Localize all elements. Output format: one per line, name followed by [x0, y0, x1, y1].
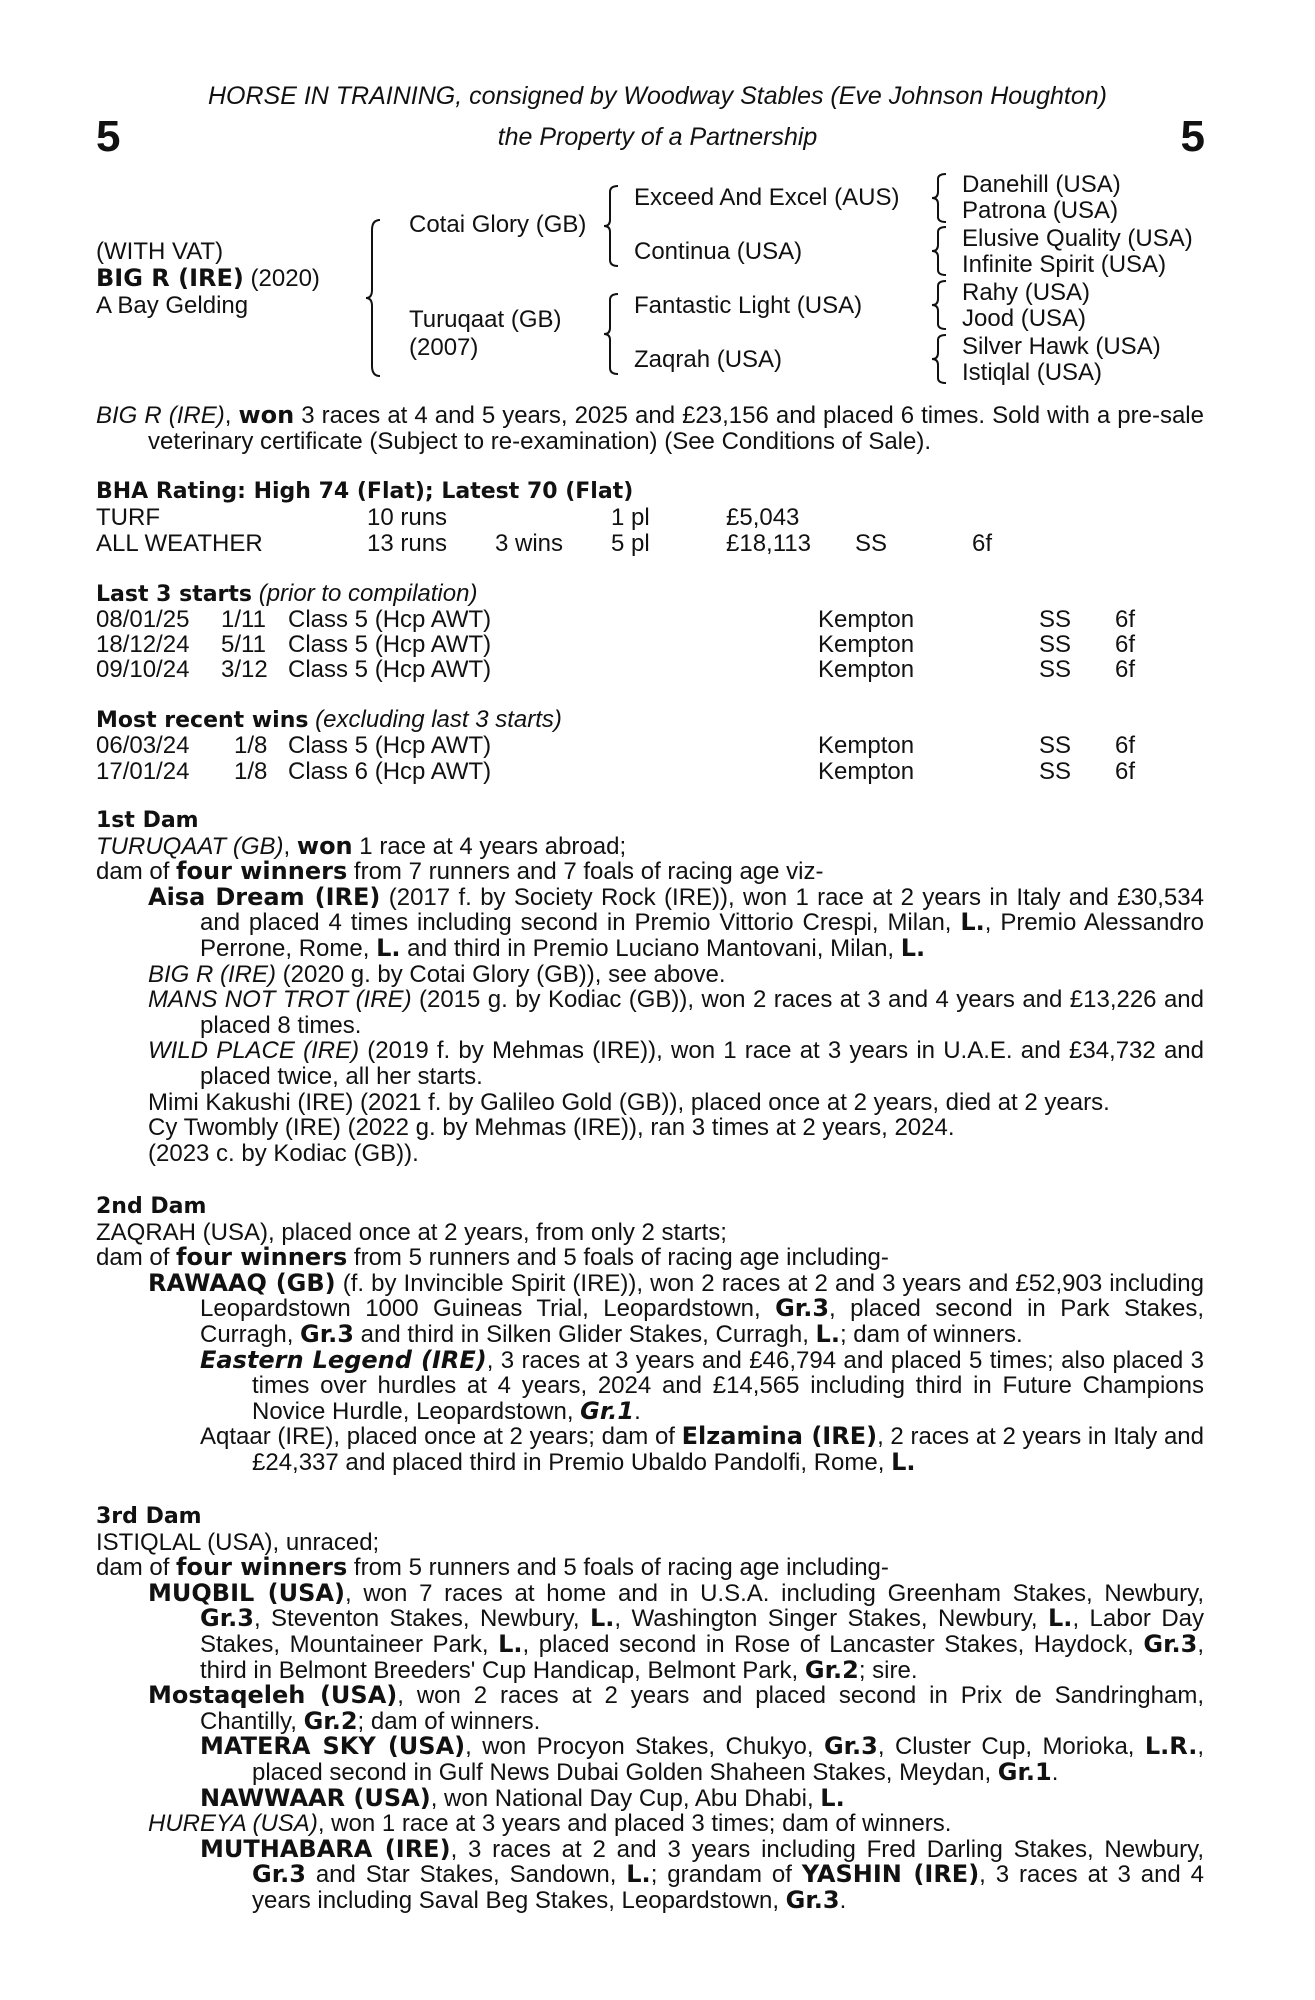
text: (2020 g. by Cotai Glory (GB)), see above.: [276, 960, 726, 988]
start-date: 08/01/25: [96, 606, 190, 633]
listed-label: L.: [900, 933, 926, 962]
produce-name: BIG R (IRE): [148, 960, 277, 988]
listed-label: L.: [626, 1860, 651, 1889]
text: .: [1051, 1758, 1059, 1786]
listed-label: L.: [376, 933, 401, 962]
horse-name-line: [96, 264, 320, 293]
text: from 5 runners and 5 foals of racing age including-: [347, 1554, 889, 1582]
recent-wins-heading: [96, 706, 562, 734]
bha-runs: 13 runs: [367, 530, 448, 557]
text: , won Procyon Stakes, Chukyo,: [465, 1733, 824, 1761]
horse-name: BIG R (IRE): [96, 264, 244, 292]
bha-runs: 10 runs: [367, 504, 448, 531]
text: , placed second in Park Stakes, Curragh,: [200, 1295, 1205, 1348]
first-dam-name: TURUQAAT (GB): [96, 832, 284, 860]
third-dam-heading: 3rd Dam: [96, 1504, 202, 1529]
start-position: 5/11: [221, 631, 266, 658]
winners-count: four winners: [176, 1243, 348, 1272]
win-distance: 6f: [1115, 758, 1136, 785]
produce-mostaqeleh: [96, 1683, 1204, 1734]
listed-label: L.: [960, 908, 985, 937]
third-dam-line: ISTIQLAL (USA), unraced;: [96, 1528, 380, 1556]
first-dam-section: [96, 808, 1204, 1166]
listed-label: L.: [815, 1319, 840, 1348]
produce-rawaaq: [96, 1268, 1205, 1348]
win-distance: 6f: [1115, 732, 1136, 759]
group-label: Gr.1: [580, 1396, 635, 1425]
start-class: Class 5 (Hcp AWT): [288, 606, 492, 633]
produce-name: YASHIN (IRE): [801, 1860, 980, 1889]
produce-big-r: [96, 962, 1204, 988]
group-label: Gr.2: [303, 1706, 358, 1735]
win-row: [96, 758, 1196, 784]
bha-places: 5 pl: [611, 530, 650, 557]
win-course: Kempton: [818, 732, 915, 759]
text: (2019 f. by Mehmas (IRE)), won 1 race at 3 years in U.A.E. and £34,732 and placed twice, all her starts.: [200, 1037, 1204, 1090]
start-date: 18/12/24: [96, 631, 190, 658]
produce-name: MUQBIL (USA): [148, 1578, 345, 1607]
text: , Washington Singer Stakes, Newbury,: [614, 1605, 1049, 1633]
text: .: [634, 1397, 641, 1425]
bha-earnings: £18,113: [726, 530, 811, 557]
pedigree-g3-7: Silver Hawk (USA): [962, 333, 1161, 360]
produce-matera-sky: [96, 1734, 1204, 1785]
produce-name: Elzamina (IRE): [681, 1422, 878, 1451]
pedigree-g3-2: Patrona (USA): [962, 197, 1119, 224]
win-course: Kempton: [818, 758, 915, 785]
text: , won National Day Cup, Abu Dhabi,: [430, 1784, 821, 1812]
sep: ,: [283, 832, 297, 860]
bha-distance: 6f: [972, 530, 993, 557]
text: and third in Silken Glider Stakes, Curragh,: [353, 1320, 816, 1348]
header-consignor: HORSE IN TRAINING, consigned by Woodway Stables (Eve Johnson Houghton): [207, 82, 1107, 110]
group-label: Gr.3: [200, 1604, 254, 1633]
start-row: [96, 656, 1196, 682]
produce-name: NAWWAAR (USA): [200, 1783, 431, 1812]
produce-name: Eastern Legend (IRE): [200, 1345, 487, 1374]
start-row: [96, 631, 1196, 657]
pedigree-brace-g3-4: [930, 333, 952, 385]
pedigree-g3-3: Elusive Quality (USA): [962, 225, 1193, 252]
group-label: Gr.1: [997, 1757, 1052, 1786]
second-dam-section: [96, 1194, 1204, 1476]
start-going: SS: [1039, 606, 1072, 633]
pedigree-brace-g3-2: [930, 225, 952, 277]
produce-aqtaar: [96, 1424, 1204, 1475]
start-distance: 6f: [1115, 631, 1136, 658]
text: and third in Premio Luciano Mantovani, Milan,: [400, 934, 901, 962]
lot-number-left: 5: [96, 112, 121, 161]
text: ; grandam of: [650, 1861, 802, 1889]
win-class: Class 6 (Hcp AWT): [288, 758, 492, 785]
produce-name: MATERA SKY (USA): [200, 1732, 466, 1761]
text: (2017 f. by Society Rock (IRE)), won 1 race at 2 years in Italy and £30,534 and placed 4 times including second in Premio Vittorio Crespi, Milan,: [200, 883, 1204, 937]
produce-wild-place: [96, 1038, 1204, 1089]
text: , 2 races at 2 years in Italy and £24,337 and placed third in Premio Ubaldo Pandolfi, Rome,: [252, 1423, 1204, 1476]
win-position: 1/8: [234, 758, 268, 785]
bha-wins: 3 wins: [495, 530, 564, 557]
summary-won: won: [238, 401, 295, 429]
text: , won 1 race at 3 years and placed 3 times; dam of winners.: [317, 1810, 952, 1838]
text: , placed second in Gulf News Dubai Golden Shaheen Stakes, Meydan,: [252, 1733, 1204, 1786]
win-position: 1/8: [234, 732, 268, 759]
produce-name: RAWAAQ (GB): [148, 1268, 336, 1297]
start-course: Kempton: [818, 606, 915, 633]
start-class: Class 5 (Hcp AWT): [288, 656, 492, 683]
second-dam-produce-line: [96, 1245, 1204, 1271]
pedigree-g3-1: Danehill (USA): [962, 171, 1121, 198]
win-going: SS: [1039, 732, 1072, 759]
produce-eastern-legend: [96, 1345, 1205, 1425]
start-date: 09/10/24: [96, 656, 190, 683]
text: , Premio Alessandro Perrone, Rome,: [200, 909, 1204, 962]
lot-number-right: 5: [1180, 112, 1205, 161]
pedigree-brace-sire: [602, 184, 624, 268]
win-going: SS: [1039, 758, 1072, 785]
pedigree-brace-g3-3: [930, 279, 952, 331]
pedigree-brace-dam: [602, 292, 624, 376]
bha-surface: ALL WEATHER: [96, 530, 263, 557]
text: Aqtaar (IRE), placed once at 2 years; dam of: [200, 1423, 682, 1451]
group-label: Gr.3: [785, 1885, 840, 1914]
pedigree-sire: Cotai Glory (GB): [409, 211, 587, 238]
recent-wins-note: (excluding last 3 starts): [308, 706, 562, 733]
pedigree-sire-sire: Exceed And Excel (AUS): [634, 184, 900, 211]
first-dam-line: [96, 831, 1204, 860]
produce-cy-twombly: Cy Twombly (IRE) (2022 g. by Mehmas (IRE)), ran 3 times at 2 years, 2024.: [148, 1114, 955, 1142]
produce-mimi-kakushi: Mimi Kakushi (IRE) (2021 f. by Galileo Gold (GB)), placed once at 2 years, died at 2 years.: [148, 1088, 1110, 1116]
text: , 3 races at 2 and 3 years including Fred Darling Stakes, Newbury,: [450, 1835, 1205, 1863]
produce-muqbil: [96, 1578, 1205, 1684]
produce-hureya: [96, 1811, 1204, 1837]
third-dam-produce-line: [96, 1555, 1204, 1581]
text: dam of: [96, 858, 177, 886]
last-starts-heading: [96, 580, 477, 608]
text: dam of: [96, 1244, 177, 1272]
produce-mans-not-trot: [96, 987, 1204, 1038]
text: (f. by Invincible Spirit (IRE)), won 2 races at 2 and 3 years and £52,903 including Leopardstown 1000 Guineas Trial, Leopardstown,: [200, 1269, 1204, 1323]
start-course: Kempton: [818, 631, 915, 658]
pedigree-brace-g3-1: [930, 172, 952, 224]
produce-name: MANS NOT TROT (IRE): [148, 986, 412, 1014]
text: , placed second in Rose of Lancaster Stakes, Haydock,: [522, 1630, 1144, 1658]
recent-wins-title: Most recent wins: [96, 708, 309, 733]
text: , Cluster Cup, Morioka,: [877, 1733, 1145, 1761]
text: from 7 runners and 7 foals of racing age viz-: [347, 858, 824, 886]
won-label: won: [296, 831, 353, 860]
listed-label: L.R.: [1144, 1732, 1198, 1761]
pedigree-g3-5: Rahy (USA): [962, 279, 1091, 306]
start-position: 1/11: [221, 606, 266, 633]
start-going: SS: [1039, 631, 1072, 658]
start-distance: 6f: [1115, 656, 1136, 683]
group-label: Gr.3: [1143, 1629, 1198, 1658]
summary-horse-name: BIG R (IRE): [96, 402, 225, 429]
group-label: Gr.3: [300, 1319, 354, 1348]
last-starts-title: Last 3 starts: [96, 582, 253, 607]
text: , Labor Day Stakes, Mountaineer Park,: [200, 1605, 1205, 1658]
vat-label: (WITH VAT): [96, 238, 224, 265]
start-position: 3/12: [221, 656, 268, 683]
first-dam-heading: 1st Dam: [96, 808, 199, 833]
header-property: the Property of a Partnership: [497, 123, 818, 151]
bha-row-turf: [96, 504, 1196, 530]
win-date: 06/03/24: [96, 732, 190, 759]
bha-earnings: £5,043: [726, 504, 800, 531]
winners-count: four winners: [176, 857, 348, 886]
produce-name: MUTHABARA (IRE): [200, 1834, 451, 1863]
text: (2015 g. by Kodiac (GB)), won 2 races at 3 and 4 years and £13,226 and placed 8 times.: [200, 986, 1204, 1039]
text: dam of: [96, 1554, 177, 1582]
bha-row-all-weather: [96, 530, 1196, 556]
pedigree-g3-4: Infinite Spirit (USA): [962, 251, 1167, 278]
race-summary: BIG R (IRE), won 3 races at 4 and 5 years, 2025 and £23,156 and placed 6 times. Sold with a pre-sale veterinary certificate (Subject to re-examination) (See Conditions of Sale).: [96, 401, 1204, 455]
produce-aisa-dream: [96, 882, 1204, 962]
pedigree-g3-6: Jood (USA): [962, 305, 1087, 332]
third-dam-section: [96, 1504, 1204, 1914]
start-row: [96, 606, 1196, 632]
last-starts-note: (prior to compilation): [252, 580, 478, 607]
listed-label: L.: [498, 1629, 523, 1658]
produce-muthabara: [96, 1834, 1205, 1914]
group-label: Gr.2: [804, 1655, 859, 1684]
listed-label: L.: [589, 1604, 615, 1633]
text: ; dam of winners.: [839, 1320, 1023, 1348]
text: , 3 races at 3 and 4 years including Saval Beg Stakes, Leopardstown,: [252, 1861, 1205, 1914]
text: ; dam of winners.: [357, 1707, 541, 1735]
second-dam-line: ZAQRAH (USA), placed once at 2 years, from only 2 starts;: [96, 1218, 727, 1246]
pedigree-brace-main: [364, 218, 386, 378]
bha-surface: TURF: [96, 504, 160, 531]
text: , won 7 races at home and in U.S.A. including Greenham Stakes, Newbury,: [344, 1579, 1204, 1607]
produce-name: WILD PLACE (IRE): [148, 1037, 360, 1065]
text: , 3 races at 3 years and £46,794 and placed 5 times; also placed 3 times over hurdles at 4 years, 2024 and £14,565 including third in Future Champions Novice Hurdle, Leopardstown,: [252, 1346, 1205, 1425]
horse-description: A Bay Gelding: [96, 292, 249, 319]
pedigree-dam-year: (2007): [409, 334, 479, 361]
bha-going: SS: [855, 530, 888, 557]
pedigree-sire-dam: Continua (USA): [634, 238, 803, 265]
pedigree-g3-8: Istiqlal (USA): [962, 359, 1103, 386]
produce-name: Aisa Dream (IRE): [148, 882, 381, 911]
first-dam-produce-line: [96, 859, 1204, 885]
win-class: Class 5 (Hcp AWT): [288, 732, 492, 759]
group-label: Gr.3: [252, 1860, 306, 1889]
group-label: Gr.3: [775, 1294, 830, 1323]
produce-nawwaar: [96, 1783, 1204, 1812]
start-class: Class 5 (Hcp AWT): [288, 631, 492, 658]
win-row: [96, 732, 1196, 758]
winners-count: four winners: [176, 1553, 348, 1582]
summary-text: 3 races at 4 and 5 years, 2025 and £23,156 and placed 6 times. Sold with a pre-sale veterinary certificate (Subject to re-examination) (See Conditions of Sale).: [148, 402, 1204, 455]
second-dam-heading: 2nd Dam: [96, 1194, 207, 1219]
text: , third in Belmont Breeders' Cup Handicap, Belmont Park,: [200, 1630, 1204, 1684]
produce-name: Mostaqeleh (USA): [148, 1681, 398, 1710]
first-dam-record: 1 race at 4 years abroad;: [352, 832, 627, 860]
produce-2023-colt: (2023 c. by Kodiac (GB)).: [148, 1139, 419, 1167]
text: ; sire.: [858, 1656, 918, 1684]
listed-label: L.: [1048, 1604, 1073, 1633]
win-date: 17/01/24: [96, 758, 190, 785]
start-course: Kempton: [818, 656, 915, 683]
bha-rating-title: BHA Rating: High 74 (Flat); Latest 70 (Flat): [96, 479, 634, 504]
start-distance: 6f: [1115, 606, 1136, 633]
group-label: Gr.3: [823, 1732, 878, 1761]
text: , won 2 races at 2 years and placed second in Prix de Sandringham, Chantilly,: [200, 1682, 1204, 1735]
pedigree-dam-dam: Zaqrah (USA): [634, 346, 783, 373]
text: , Steventon Stakes, Newbury,: [253, 1605, 590, 1633]
listed-label: L.: [891, 1447, 916, 1476]
text: and Star Stakes, Sandown,: [305, 1861, 627, 1889]
text: from 5 runners and 5 foals of racing age including-: [347, 1244, 889, 1272]
produce-name: HUREYA (USA): [148, 1810, 318, 1838]
bha-places: 1 pl: [611, 504, 650, 531]
pedigree-dam: Turuqaat (GB): [409, 306, 562, 333]
text: .: [839, 1886, 847, 1914]
pedigree-dam-sire: Fantastic Light (USA): [634, 292, 863, 319]
start-going: SS: [1039, 656, 1072, 683]
listed-label: L.: [820, 1783, 845, 1812]
horse-year: (2020): [243, 265, 320, 292]
